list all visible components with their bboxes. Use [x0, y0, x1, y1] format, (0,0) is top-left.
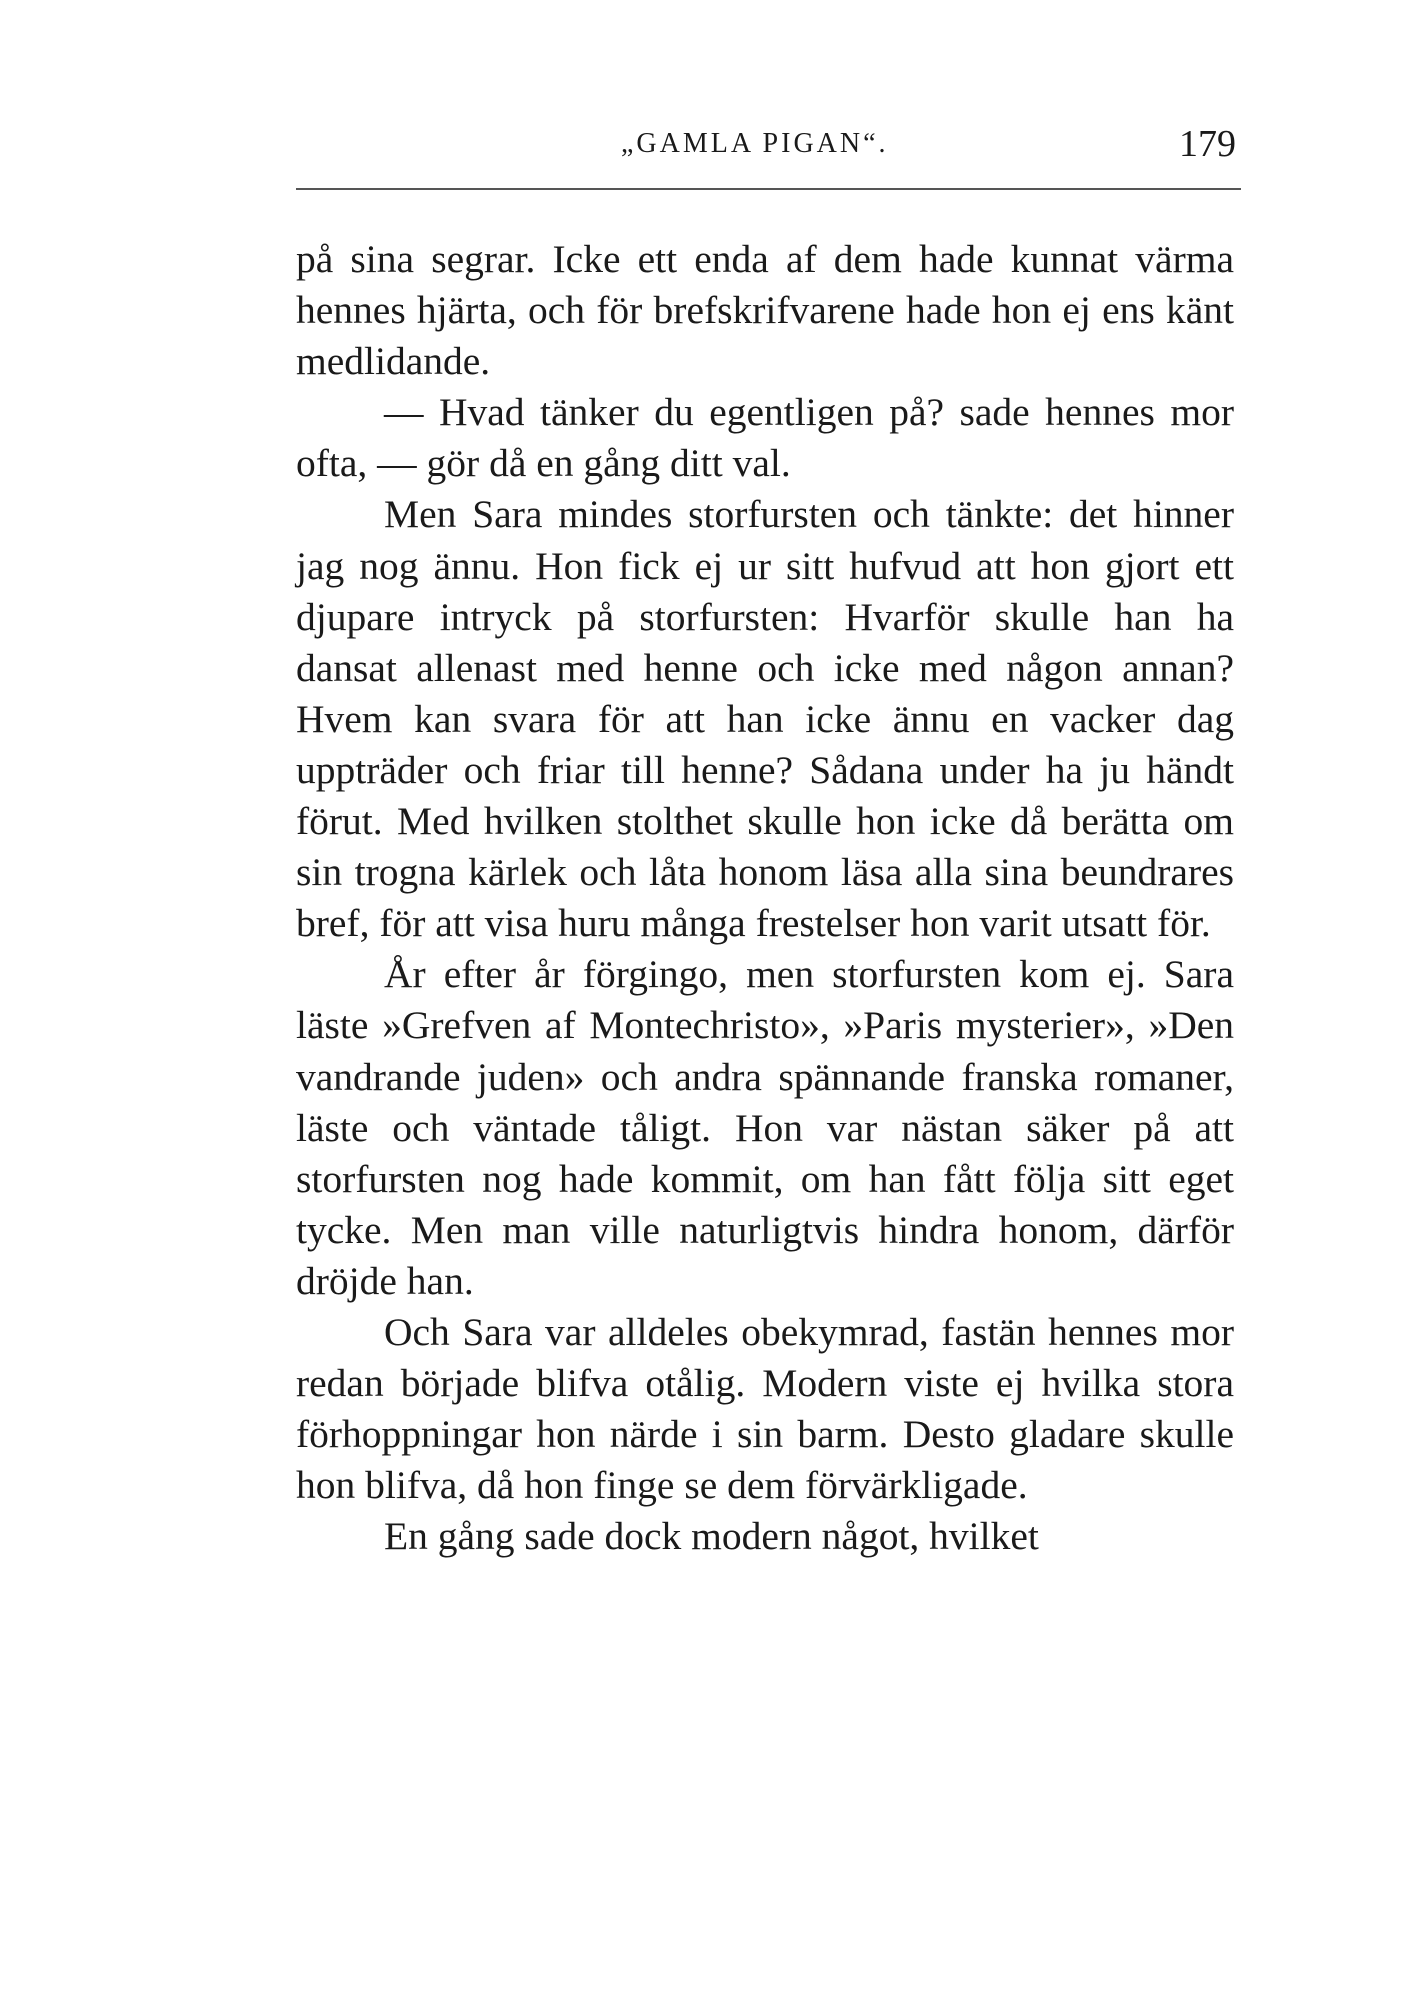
body-text — [296, 234, 1234, 1562]
paragraph: Och Sara var alldeles obekymrad, fastän hennes mor redan började blifva otålig. Modern viste ej hvilka stora förhoppningar hon närde i sin barm. Desto gladare skulle hon blifva, då hon finge se dem förvärkligade. — [296, 1309, 1234, 1508]
paragraph: En gång sade dock modern något, hvilket — [384, 1514, 1039, 1559]
paragraph: — Hvad tänker du egentligen på? sade hennes mor ofta, — gör då en gång ditt val. — [296, 390, 1234, 486]
paragraph: på sina segrar. Icke ett enda af dem hade kunnat värma hennes hjärta, och för brefskrifvarene hade hon ej ens känt medlidande. — [296, 237, 1234, 384]
header-rule — [296, 188, 1241, 190]
paragraph: År efter år förgingo, men storfursten kom ej. Sara läste »Grefven af Montechristo», »Paris mysterier», »Den vandrande juden» och andra spännande franska romaner, läste och väntade tåligt. Hon var nästan säker på att storfursten nog hade kommit, om han fått följa sitt eget tycke. Men man ville naturligtvis hindra honom, därför dröjde han. — [296, 952, 1234, 1303]
running-title: „GAMLA PIGAN“. — [621, 128, 889, 159]
paragraph: Men Sara mindes storfursten och tänkte: det hinner jag nog ännu. Hon fick ej ur sitt hufvud att hon gjort ett djupare intryck på storfursten: Hvarför skulle han ha dansat allenast med henne och icke med någon annan? Hvem kan svara för att han icke ännu en vacker dag uppträder och friar till henne? Sådana under ha ju händt förut. Med hvilken stolthet skulle hon icke då berätta om sin trogna kärlek och låta honom läsa alla sina beundrares bref, för att visa huru många frestelser hon varit utsatt för. — [296, 492, 1234, 946]
running-head — [296, 123, 1236, 168]
page-number: 179 — [1179, 123, 1236, 165]
